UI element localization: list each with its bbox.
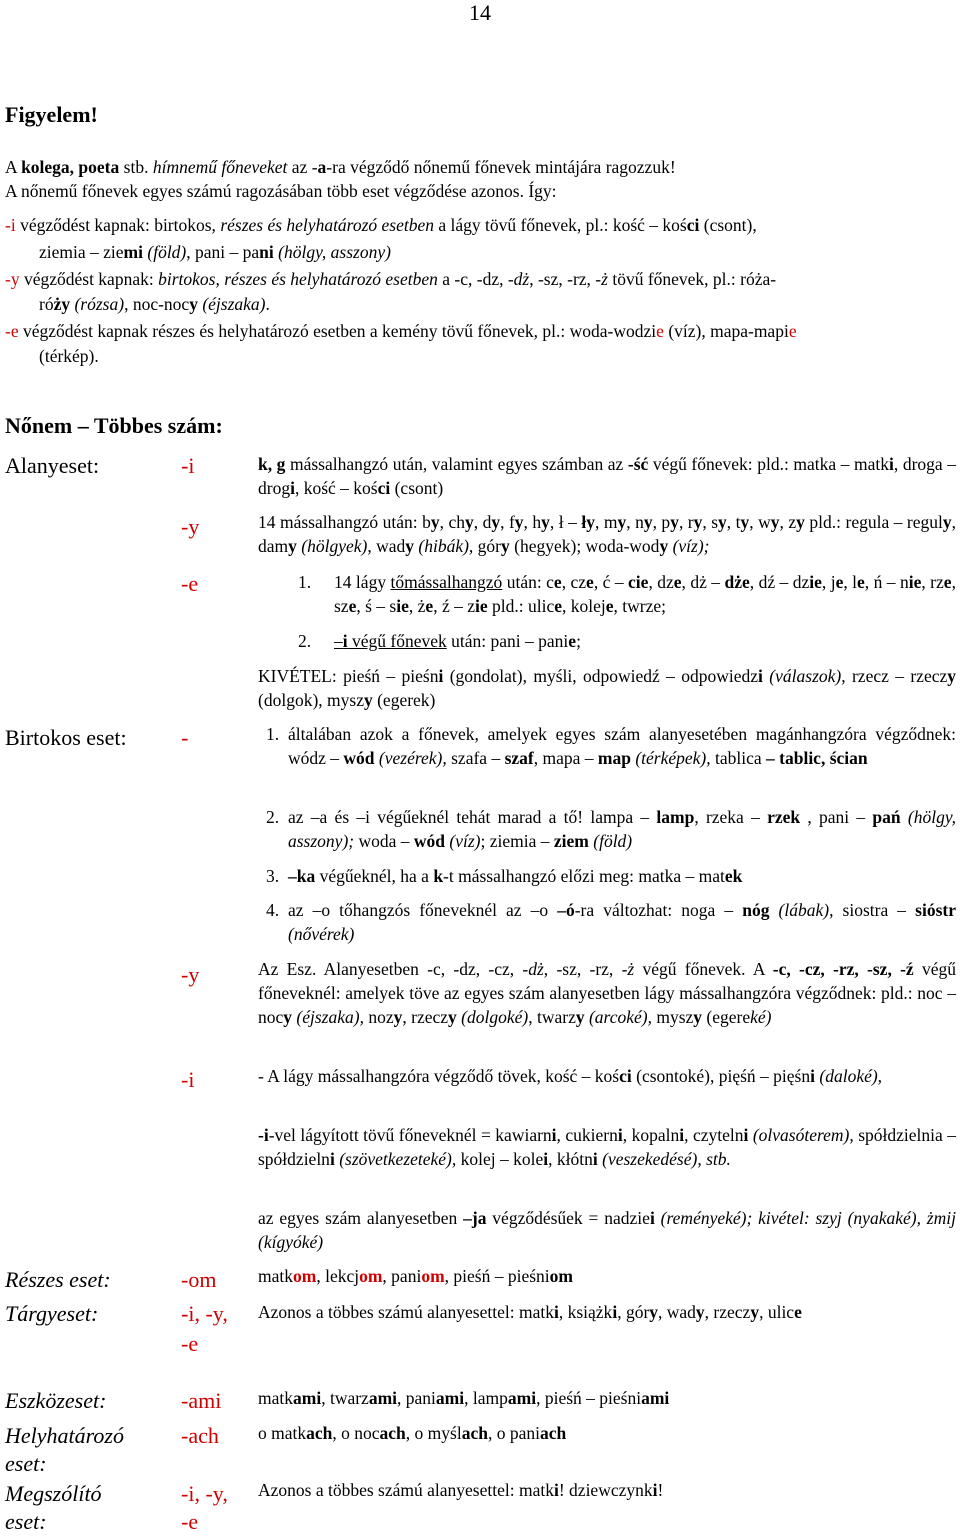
intro-line-2: A nőnemű főnevek egyes számú ragozásában több eset végződése azonos. Így: [5,181,557,201]
ending-genitive-y: -y [181,962,200,987]
case-label-instrumental: Eszközeset: [5,1388,107,1413]
case-label-locative-1: Helyhatározó [5,1423,124,1448]
case-label-accusative: Tárgyeset: [5,1301,99,1326]
case-label-vocative-1: Megszólító [5,1481,102,1506]
num-2: 2. [298,631,312,651]
genitive-item-2: 2. az –a és –i végűeknél tehát marad a tő! lampa – lamp, rzeka – rzek , pani – pań (hölgy, asszony); woda – wód (víz); ziemia – ziem (föld) [266,807,956,851]
ending-accusative-line1: -i, -y, [181,1301,228,1326]
ending-accusative-line2: -e [181,1331,199,1356]
page-number: 14 [469,0,491,25]
desc-vocative: Azonos a többes számú alanyesettel: matki! dziewczynki! [258,1480,664,1500]
ending-dative: -om [181,1267,217,1292]
desc-exception: KIVÉTEL: pieśń – pieśni (gondolat), myśli, odpowiedź – odpowiedzi (válaszok), rzecz – rzeczy (dolgok), myszy (egerek) [258,666,957,710]
desc-nominative-e-1: 14 lágy tőmássalhangzó után: ce, cze, ć – cie, dze, dż – dże, dź – dzie, je, le, ń – nie, rze, sze, ś – sie, że, ź – zie pld.: ulice, koleje, twrze; [334,572,956,616]
desc-dative: matkom, lekcjom, paniom, pieśń – pieśniom [258,1266,573,1286]
ending-instrumental: -ami [181,1388,222,1413]
desc-accusative: Azonos a többes számú alanyesettel: matki, książki, góry, wady, rzeczy, ulice [258,1302,802,1322]
ending-nominative-i: -i [181,453,195,478]
genitive-item-3: 3. –ka végűeknél, ha a k-t mássalhangzó előzi meg: matka – matek [266,866,743,886]
case-label-vocative-2: eset: [5,1509,47,1534]
rule-y-cont: róży (rózsa), noc-nocy (éjszaka). [39,294,270,314]
rule-i-cont: ziemia – ziemi (föld), pani – pani (hölgy, asszony) [39,242,391,262]
ending-vocative-line2: -e [181,1509,199,1534]
rule-e: -e végződést kapnak részes és helyhatározó esetben a kemény tövű főnevek, pl.: woda-wodzie (víz), mapa-mapie [5,321,797,341]
section-heading: Nőnem – Többes szám: [5,413,223,438]
desc-nominative-e-2: –i végű főnevek után: pani – panie; [334,631,581,651]
ending-nominative-e: -e [181,571,199,596]
rule-i: -i végződést kapnak: birtokos, részes és helyhatározó esetben a lágy tövű főnevek, pl.: kość – kości (csont), [5,215,757,235]
desc-genitive-i-2: -i-vel lágyított tövű főneveknél = kawiarni, cukierni, kopalni, czytelni (olvasóterem), spółdzielnia – spółdzielni (szövetkezeteké), kolej – kolei, kłótni (veszekedésé), stb. [258,1125,956,1169]
case-label-locative-2: eset: [5,1451,47,1476]
case-label-nominative: Alanyeset: [5,453,100,478]
ending-genitive-dash: - [181,725,189,750]
desc-nominative-y: 14 mássalhangzó után: by, chy, dy, fy, hy, ł – ły, my, ny, py, ry, sy, ty, wy, zy pld.: regula – reguly, damy (hölgyek), wady (hibák), góry (hegyek); woda-wody (víz); [258,512,957,556]
num-1: 1. [298,572,312,592]
ending-nominative-y: -y [181,514,200,539]
genitive-item-1: 1. általában azok a főnevek, amelyek egyes szám alanyesetében magánhangzóra végződnek: wódz – wód (vezérek), szafa – szaf, mapa – map (térképek), tablica – tablic, ścian [266,724,956,768]
rule-e-cont: (térkép). [39,346,99,366]
genitive-item-4: 4. az –o tőhangzós főneveknél az –o –ó-ra változhat: noga – nóg (lábak), siostra – sióstr (nővérek) [266,900,956,944]
case-label-dative: Részes eset: [5,1267,111,1292]
desc-genitive-i-3: az egyes szám alanyesetben –ja végződésűek = nadziei (reményeké); kivétel: szyj (nyakaké), żmij (kígyóké) [258,1208,956,1252]
desc-genitive-i-1: - A lágy mássalhangzóra végződő tövek, kość – kości (csontoké), pięśń – pięśni (daloké), [258,1066,883,1086]
desc-genitive-y: Az Esz. Alanyesetben -c, -dz, -cz, -dż, -sz, -rz, -ż végű főnevek. A -c, -cz, -rz, -sz, -ź végű főneveknél: amelyek töve az egyes szám alanyesetben lágy mássalhangzóra végződnek: pld.: noc – nocy (éjszaka), nozy, rzeczy (dolgoké), twarzy (arcoké), myszy (egereké) [258,959,956,1027]
attention-heading: Figyelem! [5,102,98,127]
desc-locative: o matkach, o nocach, o myślach, o paniach [258,1423,567,1443]
ending-genitive-i: -i [181,1067,195,1092]
desc-instrumental: matkami, twarzami, paniami, lampami, pieśń – pieśniami [258,1388,670,1408]
rule-y: -y végződést kapnak: birtokos, részes és helyhatározó esetben a -c, -dz, -dż, -sz, -rz, -ż tövű főnevek, pl.: róża- [5,269,777,289]
ending-vocative-line1: -i, -y, [181,1481,228,1506]
desc-nominative-i: k, g mássalhangzó után, valamint egyes számban az -ść végű főnevek: pld.: matka – matki, droga – drogi, kość – kości (csont) [258,454,956,498]
intro-line-1: A kolega, poeta stb. hímnemű főneveket az -a-ra végződő nőnemű főnevek mintájára ragozzuk! [5,157,676,177]
ending-locative: -ach [181,1423,219,1448]
case-label-genitive: Birtokos eset: [5,725,127,750]
